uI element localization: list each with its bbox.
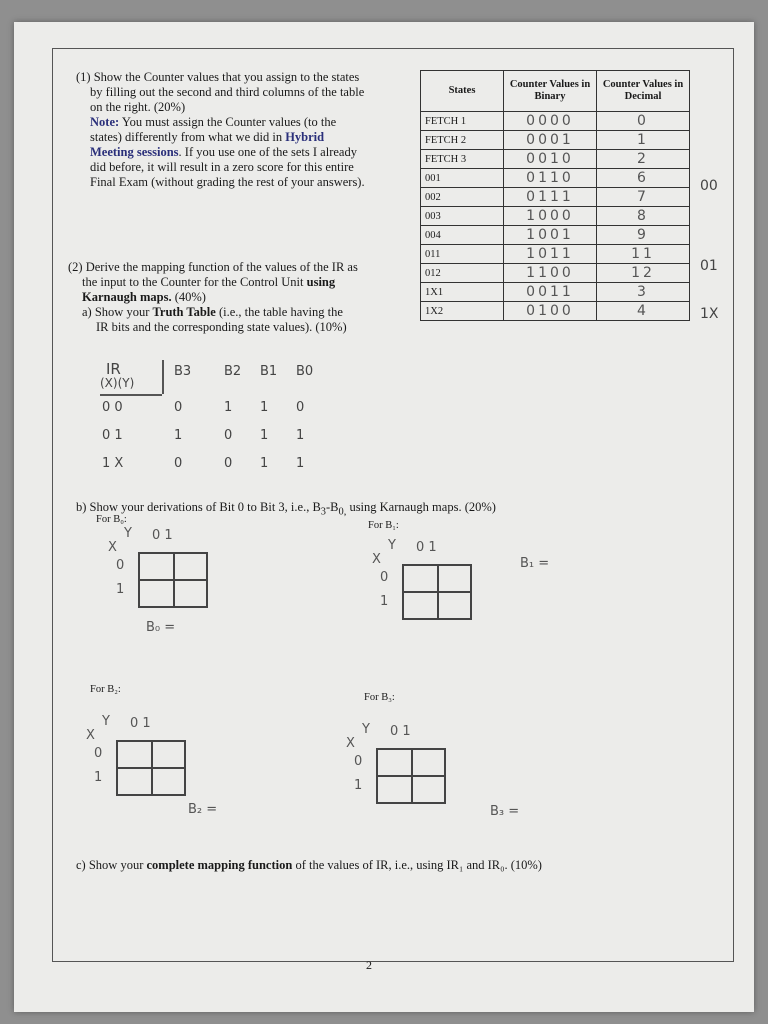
decimal-cell: 7 bbox=[597, 188, 690, 207]
kmap-x-label: X bbox=[372, 552, 381, 567]
tt-input: 1 X bbox=[102, 456, 124, 471]
state-cell: 003 bbox=[421, 207, 504, 226]
kmap-grid bbox=[138, 552, 208, 608]
kmap-result: B₁ = bbox=[520, 556, 550, 571]
table-row bbox=[421, 150, 690, 169]
state-cell: 011 bbox=[421, 245, 504, 264]
kmap-col-labels: 0 1 bbox=[152, 528, 173, 543]
kmap-divider-h bbox=[140, 579, 206, 581]
kmap-x-label: X bbox=[346, 736, 355, 751]
table-row bbox=[421, 226, 690, 245]
kmap-x-label: X bbox=[108, 540, 117, 555]
q2-a-text2: (i.e., the table having the bbox=[215, 305, 343, 319]
binary-cell: 0110 bbox=[504, 169, 597, 188]
table-row bbox=[421, 264, 690, 283]
q1-note-6: Final Exam (without grading the rest of your answers). bbox=[90, 175, 365, 189]
state-cell: 1X2 bbox=[421, 302, 504, 321]
q2-karnaugh: Karnaugh maps. bbox=[82, 290, 172, 304]
qc-text-1: c) Show your bbox=[76, 858, 147, 872]
note-text-2: states) differently from what we did in bbox=[90, 130, 286, 144]
tt-output: 0 bbox=[174, 400, 183, 415]
binary-cell: 0011 bbox=[504, 283, 597, 302]
state-cell: FETCH 1 bbox=[421, 112, 504, 131]
q2-percent: (40%) bbox=[171, 290, 206, 304]
kmap-row0-label: 0 bbox=[94, 746, 103, 761]
decimal-cell: 4 bbox=[597, 302, 690, 321]
table-row bbox=[421, 112, 690, 131]
note-label: Note: bbox=[90, 115, 120, 129]
tt-output: 1 bbox=[260, 428, 269, 443]
tt-divider-h bbox=[100, 394, 162, 396]
tt-output: 0 bbox=[174, 456, 183, 471]
kmap-divider-h bbox=[378, 775, 444, 777]
header-binary: Counter Values in Binary bbox=[504, 71, 597, 112]
header-decimal: Counter Values in Decimal bbox=[597, 71, 690, 112]
page-number: 2 bbox=[366, 958, 372, 972]
decimal-cell: 8 bbox=[597, 207, 690, 226]
q2-a-line-2: IR bits and the corresponding state values). (10%) bbox=[96, 320, 347, 334]
binary-cell: 0111 bbox=[504, 188, 597, 207]
binary-cell: 0001 bbox=[504, 131, 597, 150]
kmap-row1-label: 1 bbox=[380, 594, 389, 609]
question-b bbox=[76, 500, 496, 518]
decimal-cell: 0 bbox=[597, 112, 690, 131]
kmap-result: B₃ = bbox=[490, 804, 520, 819]
tt-output: 1 bbox=[296, 456, 305, 471]
state-cell: 001 bbox=[421, 169, 504, 188]
tt-col-header: B2 bbox=[224, 364, 242, 379]
q1-line-1: (1) Show the Counter values that you assign to the states bbox=[76, 70, 360, 84]
note-text-1: You must assign the Counter values (to the bbox=[119, 115, 337, 129]
kmap-divider-h bbox=[118, 767, 184, 769]
q2-line-2b: using bbox=[306, 275, 336, 289]
tt-col-header: B3 bbox=[174, 364, 192, 379]
kmap-label: For B₃: bbox=[364, 692, 395, 703]
table-row bbox=[421, 283, 690, 302]
kmap-divider-h bbox=[404, 591, 470, 593]
table-row bbox=[421, 131, 690, 150]
kmap-row0-label: 0 bbox=[380, 570, 389, 585]
table-row bbox=[421, 207, 690, 226]
q1-note-3 bbox=[76, 145, 416, 160]
q1-line-3: on the right. (20%) bbox=[90, 100, 186, 114]
states-table bbox=[420, 70, 690, 321]
table-row bbox=[421, 169, 690, 188]
q2-a-text1: a) Show your bbox=[82, 305, 153, 319]
question-2 bbox=[68, 260, 413, 335]
q2-line-1: (2) Derive the mapping function of the values of the IR as bbox=[68, 260, 358, 274]
kmap-result: B₂ = bbox=[188, 802, 218, 817]
qb-text-2: using Karnaugh maps. (20%) bbox=[346, 500, 496, 514]
binary-cell: 1011 bbox=[504, 245, 597, 264]
binary-cell: 0100 bbox=[504, 302, 597, 321]
kmap-label: For B₂: bbox=[90, 684, 121, 695]
side-note-1x: 1X bbox=[700, 306, 719, 322]
header-states: States bbox=[421, 71, 504, 112]
qb-mid: -B bbox=[326, 500, 339, 514]
decimal-cell: 2 bbox=[597, 150, 690, 169]
decimal-cell: 12 bbox=[597, 264, 690, 283]
note-text-4: . If you use one of the sets I already bbox=[178, 145, 357, 159]
kmap-y-label: Y bbox=[388, 538, 396, 553]
kmap-row1-label: 1 bbox=[354, 778, 363, 793]
q1-note bbox=[76, 115, 416, 130]
tt-col-header: B0 bbox=[296, 364, 314, 379]
side-note-01: 01 bbox=[700, 258, 718, 274]
binary-cell: 0010 bbox=[504, 150, 597, 169]
qb-sub-3: 3 bbox=[320, 506, 326, 518]
kmap-col-labels: 0 1 bbox=[416, 540, 437, 555]
q2-line-3 bbox=[68, 290, 413, 305]
tt-output: 0 bbox=[224, 456, 233, 471]
table-row bbox=[421, 302, 690, 321]
decimal-cell: 1 bbox=[597, 131, 690, 150]
tt-col-header: B1 bbox=[260, 364, 278, 379]
decimal-cell: 6 bbox=[597, 169, 690, 188]
q2-line-2 bbox=[68, 275, 413, 290]
kmap-grid bbox=[116, 740, 186, 796]
binary-cell: 1000 bbox=[504, 207, 597, 226]
tt-output: 1 bbox=[260, 400, 269, 415]
note-meeting: Meeting sessions bbox=[90, 145, 179, 159]
kmap-grid bbox=[402, 564, 472, 620]
truth-table bbox=[100, 360, 360, 482]
qc-bold: complete mapping function bbox=[146, 858, 293, 872]
kmap-row1-label: 1 bbox=[116, 582, 125, 597]
kmap-label: For B₀: bbox=[96, 514, 127, 525]
decimal-cell: 11 bbox=[597, 245, 690, 264]
kmap-x-label: X bbox=[86, 728, 95, 743]
tt-xy-header: (X)(Y) bbox=[100, 376, 135, 390]
kmap-result: B₀ = bbox=[146, 620, 176, 635]
q1-line-2: by filling out the second and third columns of the table bbox=[90, 85, 365, 99]
q1-note-2 bbox=[76, 130, 416, 145]
side-note-00: 00 bbox=[700, 178, 718, 194]
question-1 bbox=[76, 70, 416, 190]
q2-a-bold: Truth Table bbox=[152, 305, 216, 319]
qb-text-1: b) Show your derivations of Bit 0 to Bit 3, i.e., B bbox=[76, 500, 321, 514]
state-cell: 002 bbox=[421, 188, 504, 207]
kmap-y-label: Y bbox=[362, 722, 370, 737]
state-cell: FETCH 2 bbox=[421, 131, 504, 150]
tt-input: 0 1 bbox=[102, 428, 123, 443]
table-row bbox=[421, 188, 690, 207]
decimal-cell: 9 bbox=[597, 226, 690, 245]
tt-input: 0 0 bbox=[102, 400, 123, 415]
tt-ir-header: IR bbox=[106, 360, 121, 378]
tt-output: 0 bbox=[296, 400, 305, 415]
qc-text-2: of the values of IR, i.e., using IR₁ and IR₀. (10%) bbox=[292, 858, 542, 872]
state-cell: FETCH 3 bbox=[421, 150, 504, 169]
state-cell: 012 bbox=[421, 264, 504, 283]
kmap-row0-label: 0 bbox=[354, 754, 363, 769]
kmap-row1-label: 1 bbox=[94, 770, 103, 785]
tt-output: 1 bbox=[296, 428, 305, 443]
kmap-y-label: Y bbox=[102, 714, 110, 729]
state-cell: 004 bbox=[421, 226, 504, 245]
binary-cell: 1001 bbox=[504, 226, 597, 245]
state-cell: 1X1 bbox=[421, 283, 504, 302]
question-c bbox=[76, 858, 542, 873]
tt-output: 1 bbox=[174, 428, 183, 443]
q2-line-2a: the input to the Counter for the Control Unit bbox=[82, 275, 307, 289]
binary-cell: 1100 bbox=[504, 264, 597, 283]
qb-sub-0: 0, bbox=[338, 506, 347, 518]
q2-a bbox=[68, 305, 413, 320]
kmap-row0-label: 0 bbox=[116, 558, 125, 573]
kmap-col-labels: 0 1 bbox=[130, 716, 151, 731]
decimal-cell: 3 bbox=[597, 283, 690, 302]
tt-output: 1 bbox=[224, 400, 233, 415]
kmap-grid bbox=[376, 748, 446, 804]
note-hybrid: Hybrid bbox=[285, 130, 325, 144]
kmap-y-label: Y bbox=[124, 526, 132, 541]
tt-output: 1 bbox=[260, 456, 269, 471]
tt-output: 0 bbox=[224, 428, 233, 443]
kmap-col-labels: 0 1 bbox=[390, 724, 411, 739]
tt-divider-v bbox=[162, 360, 164, 394]
q1-note-5: did before, it will result in a zero score for this entire bbox=[90, 160, 354, 174]
kmap-label: For B₁: bbox=[368, 520, 399, 531]
table-row bbox=[421, 245, 690, 264]
binary-cell: 0000 bbox=[504, 112, 597, 131]
